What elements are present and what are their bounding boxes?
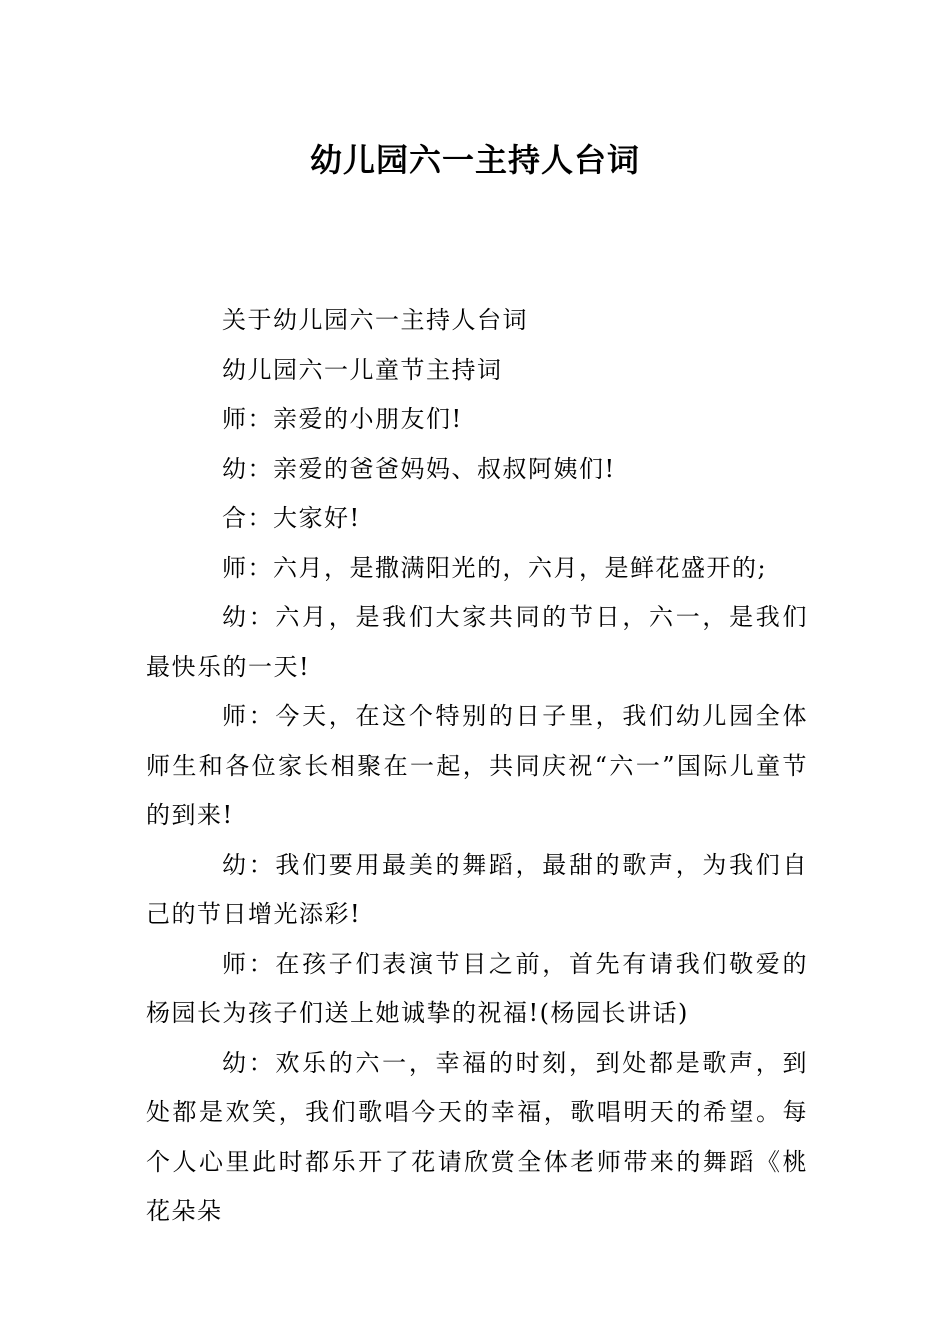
- paragraph-2: 幼儿园六一儿童节主持词: [222, 355, 503, 384]
- paragraph-11: 幼：欢乐的六一，幸福的时刻，到处都是歌声，到处都是欢笑，我们歌唱今天的幸福，歌唱明天的希望。每个人心里此时都乐开了花请欣赏全体老师带来的舞蹈《桃花朵朵: [146, 1048, 808, 1225]
- paragraph-6: 师：六月，是撒满阳光的，六月，是鲜花盛开的;: [222, 553, 768, 582]
- paragraph-1: 关于幼儿园六一主持人台词: [222, 306, 528, 334]
- paragraph-9: 幼：我们要用最美的舞蹈，最甜的歌声，为我们自己的节日增光添彩!: [146, 850, 808, 928]
- document-title: 幼儿园六一主持人台词: [309, 141, 640, 179]
- paragraph-3: 师：亲爱的小朋友们!: [222, 405, 463, 433]
- paragraph-4: 幼：亲爱的爸爸妈妈、叔叔阿姨们!: [222, 454, 616, 483]
- paragraph-10: 师：在孩子们表演节目之前，首先有请我们敬爱的杨园长为孩子们送上她诚挚的祝福!(杨园长讲话): [146, 949, 808, 1027]
- paragraph-7: 幼：六月，是我们大家共同的节日，六一，是我们最快乐的一天!: [146, 603, 808, 681]
- document-body: [146, 296, 808, 1237]
- paragraph-8: 师：今天，在这个特别的日子里，我们幼儿园全体师生和各位家长相聚在一起，共同庆祝“六一”国际儿童节的到来!: [146, 702, 808, 829]
- paragraph-5: 合：大家好!: [222, 504, 361, 532]
